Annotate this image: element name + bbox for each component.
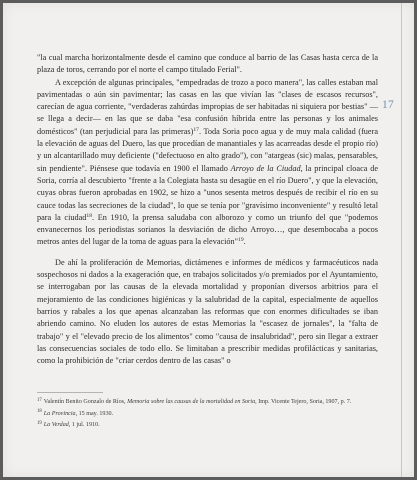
text-run: . En 1910, la prensa saludaba con alborozo y como un triunfo del que "podemos envanecernos los periodistas sorianos la desviación de dicho Arroyo…, que desembocaba a pocos metros antes del lugar de la toma de aguas para la elevación" [37, 212, 379, 247]
paragraph-quote-continuation [37, 52, 378, 77]
text-run: , 15 may. 1930. [75, 410, 114, 417]
footnote-divider [37, 392, 103, 393]
body-text [37, 52, 378, 367]
text-run: . Toda Soria poco agua y de muy mala calidad (fuera la elevación de aguas del Duero, las que procedían de manantiales y las acarreadas desde el propio río) y un alcantarillado muy deficiente ("defectuoso en alto grado"), con "atargeas (sic) malas, pensarables, sin pendiente". Piénsese que todavía en 1900 el llamado [37, 126, 379, 173]
footnote-reference: 18 [86, 212, 92, 219]
book-page [3, 3, 414, 477]
text-run: Valentín Benito Gonzalo de Ríos, [43, 399, 128, 405]
text-run: , Imp. Vicente Tejero, Soria, 1907, p. 7. [255, 399, 352, 405]
footnote-19 [37, 420, 382, 432]
footnotes [37, 397, 382, 432]
text-run: , 1 jul. 1910. [68, 422, 100, 429]
italic-title: Memoria sobre las causas de la mortalidad en Soria [127, 399, 256, 405]
italic-title: La Provincia [43, 410, 76, 417]
footnote-mark: 19 [37, 420, 42, 426]
paragraph-medical-memorias [37, 257, 378, 368]
page-edge-divider [401, 3, 402, 477]
text-run: "la cual marcha horizontalmente desde el camino que conduce al barrio de las Casas hasta cerca de la plaza de toros, cerrando por el norte el campo titulado Ferial". [37, 53, 378, 75]
footnote-18 [37, 409, 382, 421]
text-run: , la principal cloaca de Soria, corría al descubierto "frente a la Colegiata hasta su desagüe en el río Duero", y que la elevación, cuyas obras fueron aprobadas en 1902, se hizo a "unos sesenta metros después de recibir el río en su cauce todas las secreciones de la ciudad", lo que se tenía por "gravísimo inconveniente" y resultó letal para la ciudad [37, 163, 378, 222]
footnote-reference: 17 [193, 126, 199, 133]
text-run: A excepción de algunas principales, "empedradas de trozo a poco manera", las calles estaban mal pavimentadas o aún sin pavimentar; las casas en las que vivían las "clases de escasos recursos", carecían de agua corriente, "verdaderas zahúrdas impropias de ser habitadas ni siquiera por bestias" —se llega a decir— en las que se daba "esa confusión híbrida entre las personas y los animales domésticos" (tan perjudicial para las primeras) [37, 77, 378, 136]
italic-title: La Verdad [43, 422, 69, 429]
footnote-mark: 17 [37, 397, 42, 403]
text-run: De ahí la proliferación de Memorias, dictámenes e informes de médicos y farmacéuticos nada sospechosos ni dados a la exageración que, en trabajos solicitados y/o premiados por el Ayuntamiento, se interrogaban por las causas de la elevada mortalidad y proponían diversos arbitrios para el mejoramiento de las condiciones higiénicas y la salubridad de la capital, especialmente de aquellos barrios y rabales a los que apenas alcanzaban las reformas que con enormes dificultades se iban abriendo camino. No eluden los autores de estas Memorias la "escasez de jornales", la "falta de trabajo" y el "elevado precio de los alimentos" como "causa de insalubridad", pero sin llegar a extraer las consecuencias sociales de todo ello. Se limitaban a prescribir medidas profilácticas y sanitarias, como la prohibición de "criar cerdos dentro de las casas" o [37, 257, 378, 366]
text-run: . [243, 237, 246, 247]
paragraph-living-conditions [37, 77, 378, 249]
page-number: 17 [382, 99, 395, 111]
footnote-17 [37, 397, 382, 409]
italic-title: Arroyo de la Ciudad [230, 163, 301, 173]
footnote-reference: 19 [238, 237, 244, 244]
footnote-mark: 18 [37, 409, 42, 415]
